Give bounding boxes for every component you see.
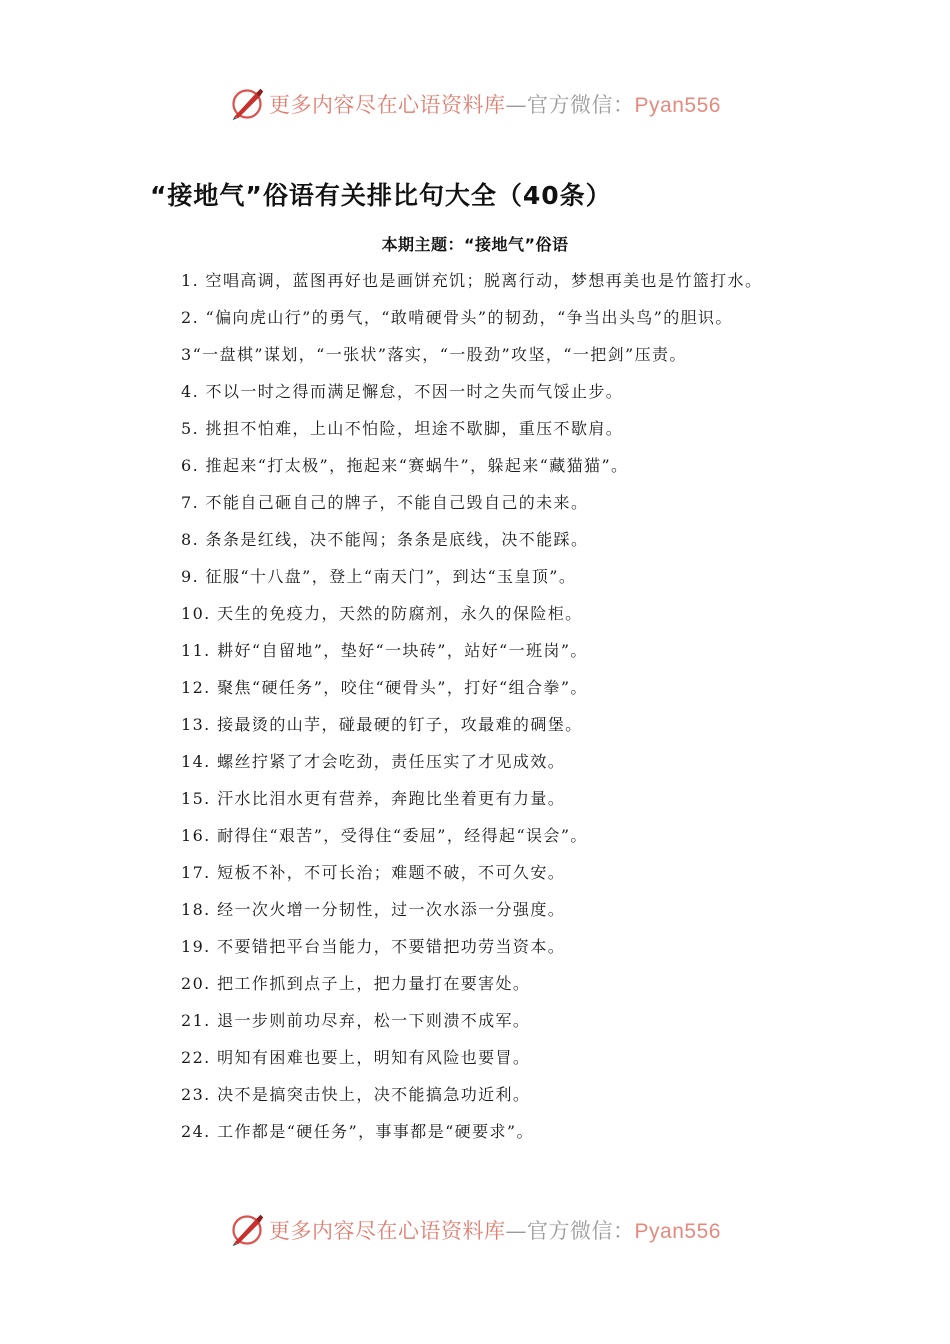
footer-watermark-banner	[0, 1208, 950, 1252]
list-item: 9. 征服“十八盘”，登上“南天门”，到达“玉皇顶”。	[181, 567, 577, 586]
list-item: 4. 不以一时之得而满足懈怠，不因一时之失而气馁止步。	[181, 382, 624, 401]
list-item: 19. 不要错把平台当能力，不要错把功劳当资本。	[181, 937, 566, 956]
document-title: “接地气”俗语有关排比句大全（40条）	[150, 181, 612, 210]
list-item: 21. 退一步则前功尽弃，松一下则溃不成军。	[181, 1011, 531, 1030]
banner-main-text: 更多内容尽在心语资料库	[269, 93, 506, 117]
list-item: 17. 短板不补，不可长治；难题不破，不可久安。	[181, 863, 566, 882]
list-item: 18. 经一次火增一分韧性，过一次水添一分强度。	[181, 900, 566, 919]
list-item: 10. 天生的免疫力，天然的防腐剂，永久的保险柜。	[181, 604, 583, 623]
list-item: 2. “偏向虎山行”的勇气，“敢啃硬骨头”的韧劲，“争当出头鸟”的胆识。	[181, 308, 733, 327]
pen-logo-icon	[229, 1212, 265, 1248]
list-item: 3“一盘棋”谋划，“一张状”落实，“一股劲”攻坚，“一把剑”压责。	[181, 345, 687, 364]
list-item: 8. 条条是红线，决不能闯；条条是底线，决不能踩。	[181, 530, 589, 549]
banner-wechat-label: 官方微信：	[527, 1219, 635, 1243]
list-item: 12. 聚焦“硬任务”，咬住“硬骨头”，打好“组合拳”。	[181, 678, 588, 697]
list-item: 24. 工作都是“硬任务”，事事都是“硬要求”。	[181, 1122, 534, 1141]
banner-dash: —	[505, 93, 528, 117]
list-item: 20. 把工作抓到点子上，把力量打在要害处。	[181, 974, 531, 993]
list-item: 16. 耐得住“艰苦”，受得住“委屈”，经得起“误会”。	[181, 826, 588, 845]
list-item: 14. 螺丝拧紧了才会吃劲，责任压实了才见成效。	[181, 752, 566, 771]
list-item: 22. 明知有困难也要上，明知有风险也要冒。	[181, 1048, 531, 1067]
list-item: 1. 空唱高调，蓝图再好也是画饼充饥；脱离行动，梦想再美也是竹篮打水。	[181, 271, 763, 290]
banner-dash: —	[505, 1219, 528, 1243]
banner-wechat-id: Pyan556	[634, 1220, 721, 1243]
banner-wechat-id: Pyan556	[634, 94, 721, 117]
document-subtitle: 本期主题：“接地气”俗语	[381, 235, 569, 254]
pen-logo-icon	[229, 86, 265, 122]
banner-wechat-label: 官方微信：	[527, 93, 635, 117]
list-item: 15. 汗水比泪水更有营养，奔跑比坐着更有力量。	[181, 789, 566, 808]
list-item: 23. 决不是搞突击快上，决不能搞急功近利。	[181, 1085, 531, 1104]
list-item: 7. 不能自己砸自己的牌子，不能自己毁自己的未来。	[181, 493, 589, 512]
sentence-list	[145, 268, 815, 1156]
list-item: 5. 挑担不怕难，上山不怕险，坦途不歇脚，重压不歇肩。	[181, 419, 624, 438]
list-item: 11. 耕好“自留地”，垫好“一块砖”，站好“一班岗”。	[181, 641, 588, 660]
header-watermark-banner	[0, 82, 950, 126]
list-item: 6. 推起来“打太极”，拖起来“赛蜗牛”，躲起来“藏猫猫”。	[181, 456, 629, 475]
list-item: 13. 接最烫的山芋，碰最硬的钉子，攻最难的碉堡。	[181, 715, 583, 734]
banner-main-text: 更多内容尽在心语资料库	[269, 1219, 506, 1243]
